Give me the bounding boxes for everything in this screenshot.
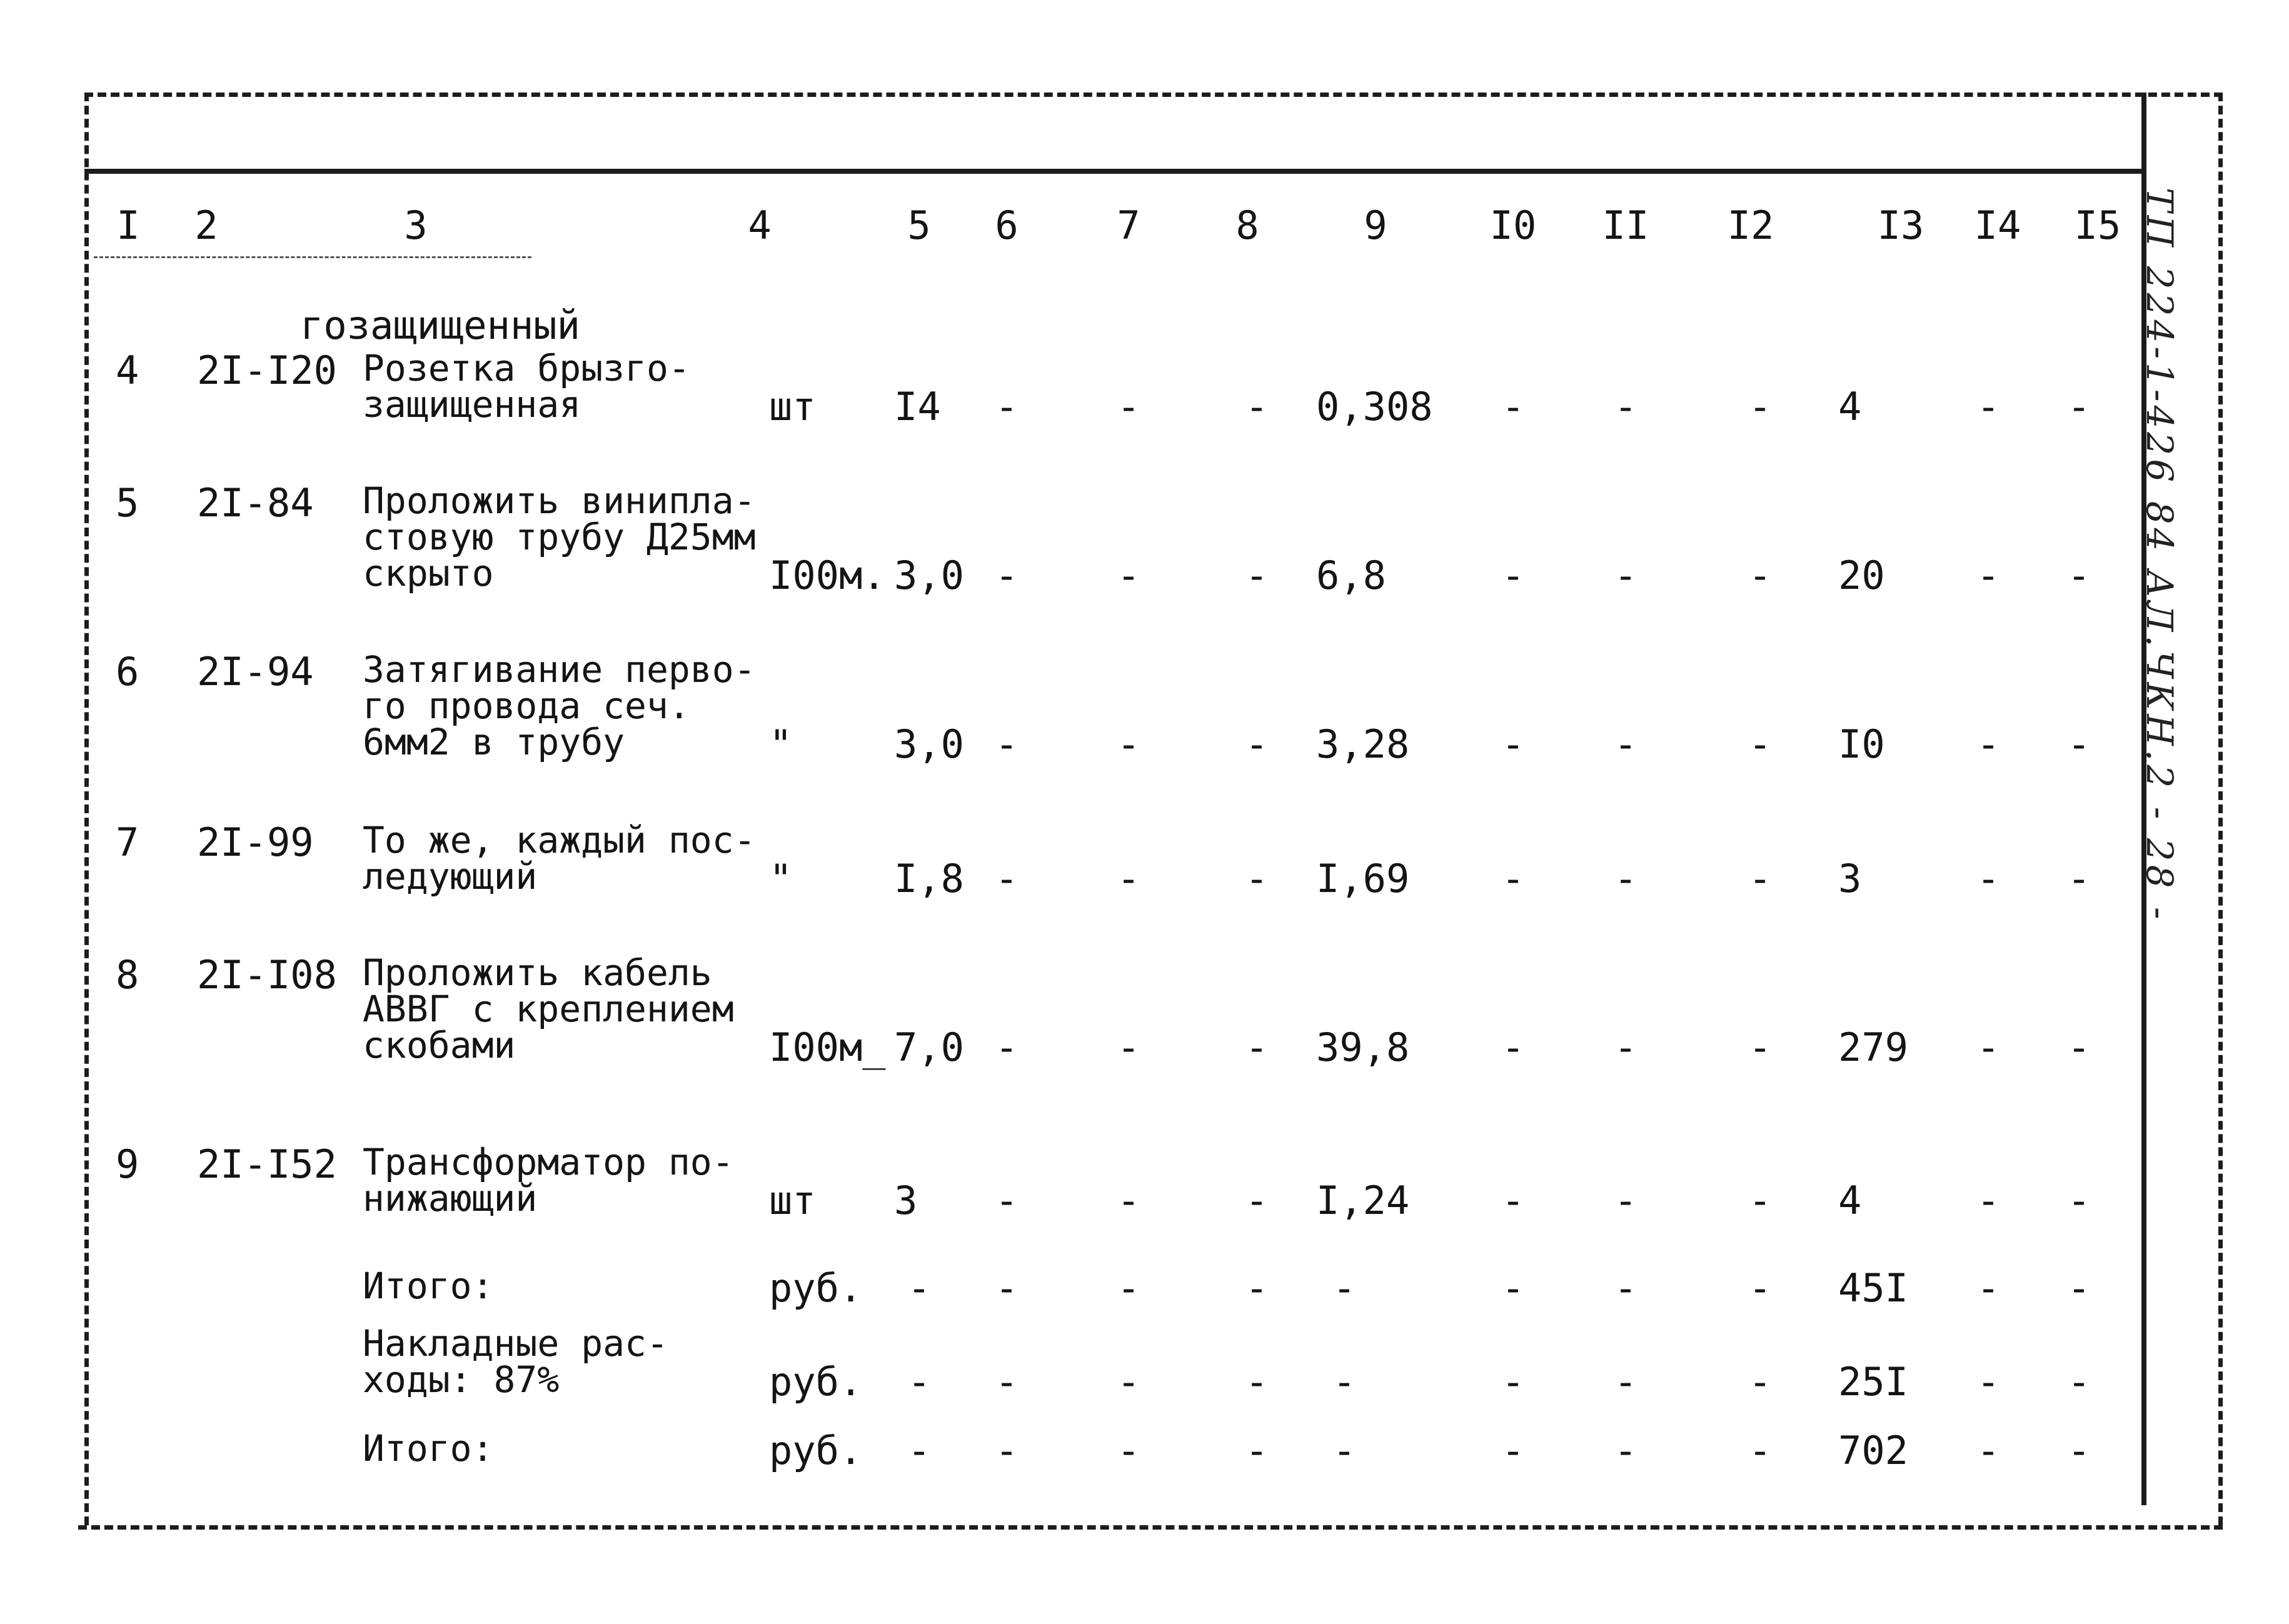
- column-header: 3: [404, 203, 428, 248]
- empty-cell-dash: -: [2067, 1178, 2091, 1223]
- column-header: 2: [194, 203, 218, 248]
- empty-cell-dash: -: [995, 721, 1019, 767]
- description-line: стовую трубу Д25мм: [363, 516, 756, 558]
- empty-cell-dash: -: [995, 553, 1019, 598]
- empty-cell-dash: -: [995, 1025, 1019, 1070]
- empty-cell-dash: -: [1976, 1025, 2000, 1070]
- total-cost-cell: I0: [1838, 721, 1885, 767]
- norm-code: 2I-I20: [197, 348, 337, 393]
- total-cost-cell: 25I: [1838, 1359, 1908, 1405]
- description-line: 6мм2 в трубу: [363, 721, 625, 763]
- empty-cell-dash: -: [1976, 384, 2000, 429]
- unit-cost-cell: 6,8: [1316, 553, 1386, 598]
- quantity-cell: I,8: [894, 856, 964, 901]
- description-line: ходы: 87%: [363, 1358, 560, 1401]
- description-line: Итого:: [363, 1427, 494, 1470]
- empty-cell-dash: -: [995, 1178, 1019, 1223]
- unit-cell: ": [769, 856, 793, 901]
- unit-cell: руб.: [769, 1265, 863, 1311]
- empty-cell-dash: -: [1501, 1265, 1525, 1311]
- empty-cell-dash: -: [2067, 553, 2091, 598]
- work-description: [363, 479, 756, 594]
- empty-cell-dash: -: [1332, 1428, 1356, 1473]
- empty-cell-dash: -: [1245, 721, 1269, 767]
- empty-cell-dash: -: [995, 1428, 1019, 1473]
- description-line: То же, каждый пос-: [363, 819, 756, 861]
- description-line: нижающий: [363, 1177, 538, 1220]
- empty-cell-dash: -: [1976, 721, 2000, 767]
- empty-cell-dash: -: [995, 856, 1019, 901]
- empty-cell-dash: -: [1245, 1178, 1269, 1223]
- empty-cell-dash: -: [1614, 1359, 1638, 1405]
- total-cost-cell: 4: [1838, 1178, 1862, 1223]
- quantity-cell: 3,0: [894, 553, 964, 598]
- description-line: Итого:: [363, 1265, 494, 1307]
- empty-cell-dash: -: [2067, 856, 2091, 901]
- total-cost-cell: 279: [1838, 1025, 1908, 1070]
- empty-cell-dash: -: [907, 1265, 931, 1311]
- unit-cell: I00м.: [769, 553, 886, 598]
- description-line: Трансформатор по-: [363, 1141, 734, 1183]
- description-line: го провода сеч.: [363, 684, 690, 727]
- work-description: [363, 1141, 734, 1220]
- empty-cell-dash: -: [1501, 721, 1525, 767]
- frame-bottom-border: [78, 1525, 2223, 1530]
- side-stamp: [2118, 188, 2243, 923]
- side-stamp-text: ТП 224-1-426 84 АЛ.ЧКН.2 - 28 -: [2138, 188, 2181, 923]
- column-header: I3: [1877, 203, 1924, 248]
- empty-cell-dash: -: [2067, 1428, 2091, 1473]
- description-line: Затягивание перво-: [363, 648, 756, 691]
- unit-cost-cell: I,24: [1316, 1178, 1410, 1223]
- empty-cell-dash: -: [995, 1265, 1019, 1311]
- unit-cell: шт: [769, 1178, 816, 1223]
- description-line: Розетка брызго-: [363, 347, 690, 389]
- empty-cell-dash: -: [1748, 1359, 1772, 1405]
- header-underline: [94, 256, 531, 258]
- empty-cell-dash: -: [1117, 721, 1140, 767]
- empty-cell-dash: -: [1748, 1428, 1772, 1473]
- empty-cell-dash: -: [2067, 384, 2091, 429]
- empty-cell-dash: -: [995, 1359, 1019, 1405]
- empty-cell-dash: -: [1245, 856, 1269, 901]
- quantity-cell: 3: [894, 1178, 918, 1223]
- row-number: 4: [116, 348, 139, 393]
- description-line: скобами: [363, 1024, 516, 1066]
- empty-cell-dash: -: [1501, 1359, 1525, 1405]
- unit-cost-cell: I,69: [1316, 856, 1410, 901]
- empty-cell-dash: -: [1117, 553, 1140, 598]
- column-header: 7: [1117, 203, 1140, 248]
- column-header: 8: [1235, 203, 1259, 248]
- unit-cost-cell: 0,308: [1316, 384, 1433, 429]
- quantity-cell: 7,0: [894, 1025, 964, 1070]
- frame-top-border: [84, 93, 2223, 97]
- empty-cell-dash: -: [1245, 1359, 1269, 1405]
- empty-cell-dash: -: [1117, 1265, 1140, 1311]
- empty-cell-dash: -: [1976, 856, 2000, 901]
- unit-cell: руб.: [769, 1428, 863, 1473]
- column-header: I5: [2074, 203, 2121, 248]
- empty-cell-dash: -: [1748, 721, 1772, 767]
- total-cost-cell: 20: [1838, 553, 1885, 598]
- empty-cell-dash: -: [1976, 1428, 2000, 1473]
- empty-cell-dash: -: [907, 1428, 931, 1473]
- empty-cell-dash: -: [1245, 553, 1269, 598]
- empty-cell-dash: -: [1501, 1025, 1525, 1070]
- unit-cost-cell: 3,28: [1316, 721, 1410, 767]
- description-line: Проложить кабель: [363, 951, 712, 994]
- total-cost-cell: 45I: [1838, 1265, 1908, 1311]
- empty-cell-dash: -: [1748, 1265, 1772, 1311]
- empty-cell-dash: -: [1614, 553, 1638, 598]
- empty-cell-dash: -: [1501, 384, 1525, 429]
- header-rule: [84, 169, 2145, 174]
- norm-code: 2I-99: [197, 820, 314, 865]
- column-header: I0: [1489, 203, 1537, 248]
- work-description: [363, 819, 756, 898]
- column-header: I2: [1727, 203, 1774, 248]
- column-header: 6: [995, 203, 1019, 248]
- empty-cell-dash: -: [1245, 1025, 1269, 1070]
- empty-cell-dash: -: [2067, 721, 2091, 767]
- quantity-cell: 3,0: [894, 721, 964, 767]
- empty-cell-dash: -: [1976, 1178, 2000, 1223]
- row-number: 7: [116, 820, 139, 865]
- empty-cell-dash: -: [1614, 1265, 1638, 1311]
- empty-cell-dash: -: [1245, 1265, 1269, 1311]
- column-header: I: [116, 203, 140, 248]
- empty-cell-dash: -: [1501, 1178, 1525, 1223]
- column-header: 4: [748, 203, 772, 248]
- empty-cell-dash: -: [1614, 721, 1638, 767]
- row-number: 9: [116, 1141, 139, 1187]
- empty-cell-dash: -: [1245, 1428, 1269, 1473]
- empty-cell-dash: -: [1748, 384, 1772, 429]
- empty-cell-dash: -: [1501, 553, 1525, 598]
- total-cost-cell: 702: [1838, 1428, 1908, 1473]
- empty-cell-dash: -: [1117, 384, 1140, 429]
- description-line: Накладные рас-: [363, 1322, 668, 1365]
- empty-cell-dash: -: [1117, 1428, 1140, 1473]
- unit-cell: I00м_: [769, 1025, 886, 1070]
- empty-cell-dash: -: [1614, 1428, 1638, 1473]
- row-number: 5: [116, 480, 139, 526]
- empty-cell-dash: -: [1976, 553, 2000, 598]
- column-header: 9: [1364, 203, 1387, 248]
- row-number: 8: [116, 952, 139, 998]
- unit-cell: шт: [769, 384, 816, 429]
- norm-code: 2I-I08: [197, 952, 337, 998]
- total-description: [363, 1427, 494, 1470]
- empty-cell-dash: -: [2067, 1025, 2091, 1070]
- frame-left-border: [84, 93, 89, 1525]
- description-line: Проложить винипла-: [363, 479, 756, 522]
- total-description: [363, 1322, 668, 1401]
- empty-cell-dash: -: [1117, 1178, 1140, 1223]
- empty-cell-dash: -: [1748, 1025, 1772, 1070]
- norm-code: 2I-I52: [197, 1141, 337, 1187]
- description-line: ледующий: [363, 855, 538, 898]
- empty-cell-dash: -: [1614, 856, 1638, 901]
- quantity-cell: I4: [894, 384, 941, 429]
- empty-cell-dash: -: [1748, 856, 1772, 901]
- empty-cell-dash: -: [1976, 1265, 2000, 1311]
- empty-cell-dash: -: [1117, 1025, 1140, 1070]
- continuation-text: гозащищенный: [300, 303, 580, 348]
- empty-cell-dash: -: [1332, 1359, 1356, 1405]
- empty-cell-dash: -: [1501, 1428, 1525, 1473]
- empty-cell-dash: -: [1614, 384, 1638, 429]
- column-header: 5: [907, 203, 931, 248]
- unit-cell: ": [769, 721, 793, 767]
- description-line: АВВГ с креплением: [363, 988, 734, 1030]
- empty-cell-dash: -: [2067, 1359, 2091, 1405]
- empty-cell-dash: -: [2067, 1265, 2091, 1311]
- empty-cell-dash: -: [1614, 1178, 1638, 1223]
- empty-cell-dash: -: [1748, 553, 1772, 598]
- description-line: защищенная: [363, 383, 581, 426]
- empty-cell-dash: -: [1117, 856, 1140, 901]
- empty-cell-dash: -: [1748, 1178, 1772, 1223]
- unit-cost-cell: 39,8: [1316, 1025, 1410, 1070]
- empty-cell-dash: -: [907, 1359, 931, 1405]
- empty-cell-dash: -: [1117, 1359, 1140, 1405]
- empty-cell-dash: -: [1332, 1265, 1356, 1311]
- work-description: [363, 951, 734, 1066]
- total-description: [363, 1265, 494, 1307]
- empty-cell-dash: -: [1501, 856, 1525, 901]
- work-description: [363, 347, 690, 426]
- row-number: 6: [116, 649, 139, 694]
- empty-cell-dash: -: [1976, 1359, 2000, 1405]
- column-header: II: [1602, 203, 1649, 248]
- work-description: [363, 648, 756, 763]
- empty-cell-dash: -: [995, 384, 1019, 429]
- total-cost-cell: 3: [1838, 856, 1862, 901]
- unit-cell: руб.: [769, 1359, 863, 1405]
- norm-code: 2I-84: [197, 480, 314, 526]
- description-line: скрыто: [363, 552, 494, 594]
- column-header: I4: [1974, 203, 2021, 248]
- norm-code: 2I-94: [197, 649, 314, 694]
- total-cost-cell: 4: [1838, 384, 1862, 429]
- empty-cell-dash: -: [1245, 384, 1269, 429]
- empty-cell-dash: -: [1614, 1025, 1638, 1070]
